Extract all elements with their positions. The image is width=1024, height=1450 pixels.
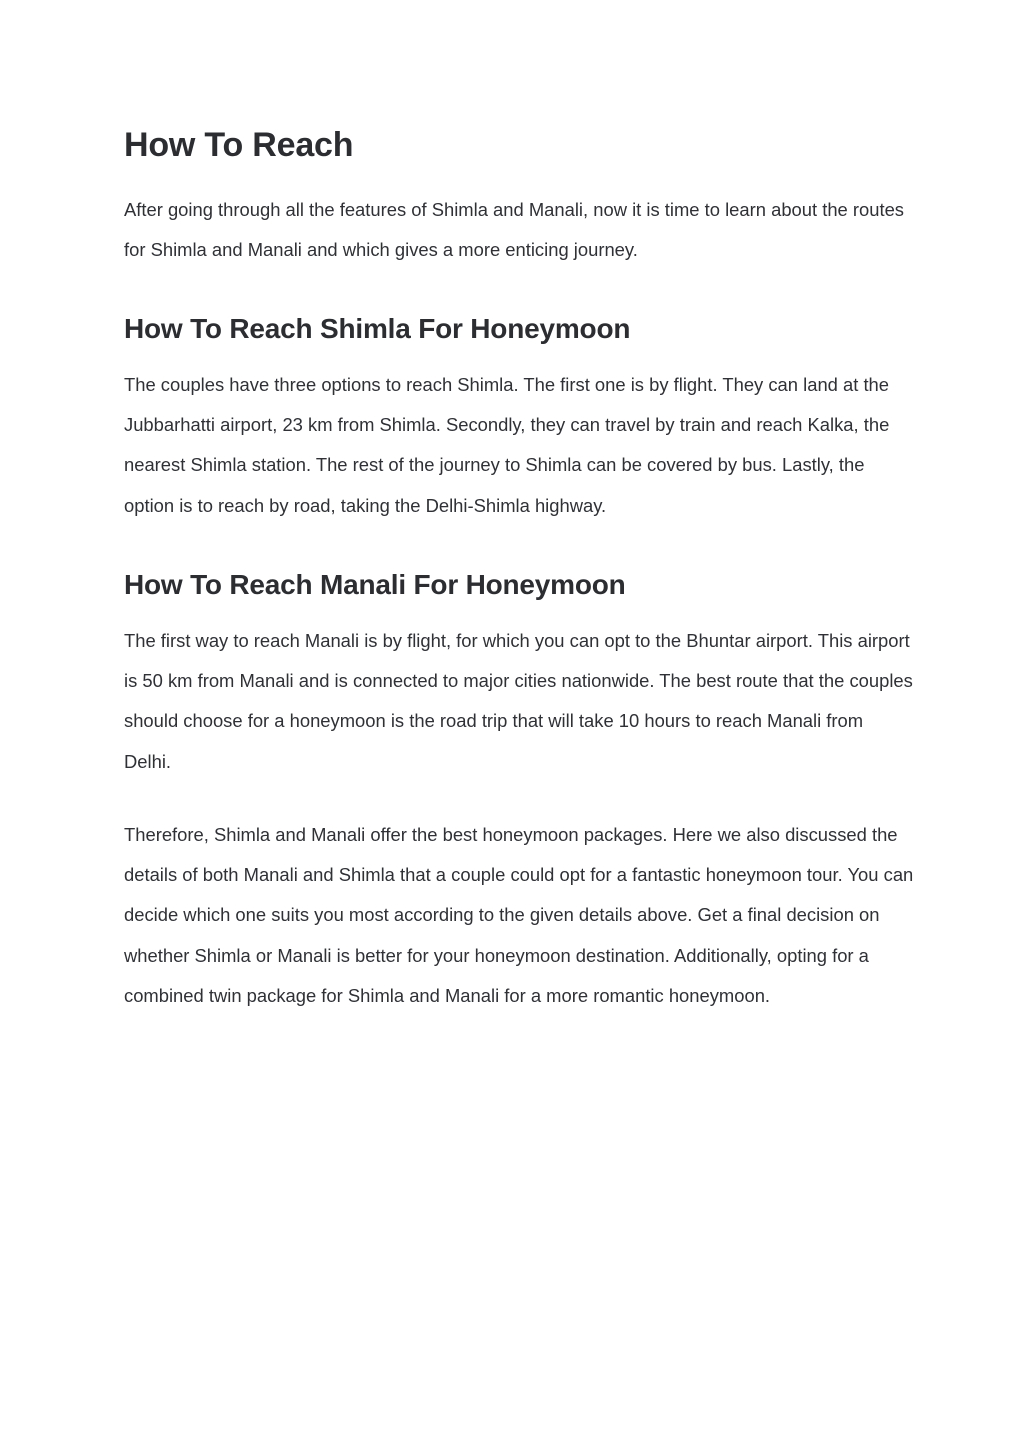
section-heading-manali: How To Reach Manali For Honeymoon: [124, 569, 626, 600]
section-body-manali: The first way to reach Manali is by flight, for which you can opt to the Bhuntar airport. This airport is 50 km from Manali and is connected to major cities nationwide. The best route that the couples should choose for a honeymoon is the road trip that will take 10 hours to reach Manali from Delhi.: [124, 630, 913, 772]
page-title: How To Reach: [124, 126, 354, 164]
section-heading-shimla: How To Reach Shimla For Honeymoon: [124, 313, 631, 344]
intro-paragraph: After going through all the features of Shimla and Manali, now it is time to learn about the routes for Shimla and Manali and which gives a more enticing journey.: [124, 199, 905, 261]
conclusion-paragraph: Therefore, Shimla and Manali offer the best honeymoon packages. Here we also discussed the details of both Manali and Shimla that a couple could opt for a fantastic honeymoon tour. You can decide which one suits you most according to the given details above. Get a final decision on whether Shimla or Manali is better for your honeymoon destination. Additionally, opting for a combined twin package for Shimla and Manali for a more romantic honeymoon.: [124, 824, 914, 1006]
section-body-shimla: The couples have three options to reach Shimla. The first one is by flight. They can land at the Jubbarhatti airport, 23 km from Shimla. Secondly, they can travel by train and reach Kalka, the nearest Shimla station. The rest of the journey to Shimla can be covered by bus. Lastly, the option is to reach by road, taking the Delhi-Shimla highway.: [124, 374, 890, 516]
